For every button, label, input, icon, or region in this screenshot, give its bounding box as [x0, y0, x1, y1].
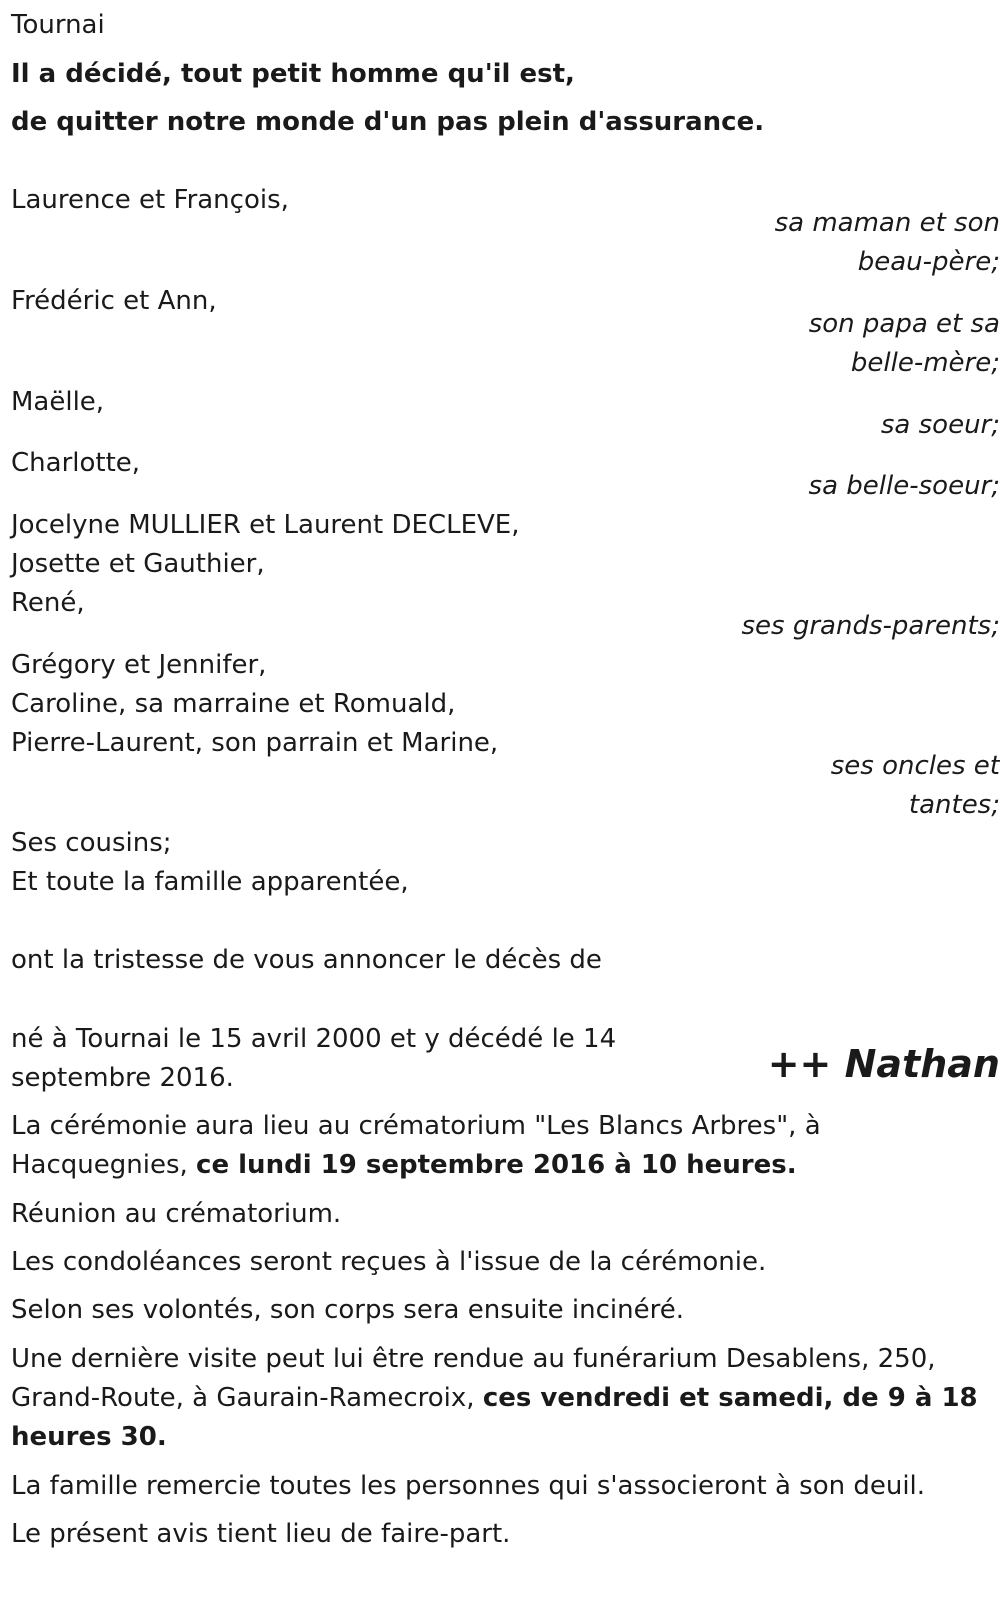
- family-name: Josette et Gauthier,: [11, 549, 265, 579]
- family-name: Pierre-Laurent, son parrain et Marine,: [11, 728, 499, 758]
- extended-family: Et toute la famille apparentée,: [11, 867, 409, 897]
- birth-line-2: septembre 2016.: [11, 1063, 234, 1093]
- visit-line-1: Une dernière visite peut lui être rendue au funérarium Desablens, 250,: [11, 1344, 936, 1374]
- thanks: La famille remercie toutes les personnes qui s'associeront à son deuil.: [11, 1471, 926, 1501]
- deceased-name: ++ Nathan: [767, 1042, 1000, 1086]
- family-relation: tantes;: [908, 790, 1000, 820]
- birth-line-1: né à Tournai le 15 avril 2000 et y décédé le 14: [11, 1024, 617, 1054]
- family-relation: sa belle-soeur;: [808, 471, 1000, 501]
- family-name: Laurence et François,: [11, 185, 289, 215]
- condolences: Les condoléances seront reçues à l'issue de la cérémonie.: [11, 1247, 767, 1277]
- incineration: Selon ses volontés, son corps sera ensuite incinéré.: [11, 1295, 684, 1325]
- family-relation: belle-mère;: [850, 348, 1000, 378]
- notice: Le présent avis tient lieu de faire-part.: [11, 1519, 511, 1549]
- family-relation: son papa et sa: [808, 309, 1000, 339]
- family-name: Jocelyne MULLIER et Laurent DECLEVE,: [11, 510, 520, 540]
- family-name: Grégory et Jennifer,: [11, 650, 267, 680]
- ceremony-line-2: Hacquegnies, ce lundi 19 septembre 2016 à 10 heures.: [11, 1150, 797, 1180]
- family-relation: sa maman et son: [774, 208, 1000, 238]
- family-relation: ses grands-parents;: [741, 611, 1000, 641]
- poem-line-1: Il a décidé, tout petit homme qu'il est,: [11, 59, 575, 89]
- city: Tournai: [11, 10, 105, 40]
- poem-line-2: de quitter notre monde d'un pas plein d'assurance.: [11, 107, 765, 137]
- visit-line-2: Grand-Route, à Gaurain-Ramecroix, ces vendredi et samedi, de 9 à 18: [11, 1383, 978, 1413]
- family-name: Maëlle,: [11, 387, 105, 417]
- family-relation: ses oncles et: [830, 751, 1000, 781]
- announcement: ont la tristesse de vous annoncer le décès de: [11, 945, 602, 975]
- family-name: René,: [11, 588, 85, 618]
- cousins: Ses cousins;: [11, 828, 172, 858]
- ceremony-line-1: La cérémonie aura lieu au crématorium "Les Blancs Arbres", à: [11, 1111, 821, 1141]
- family-name: Charlotte,: [11, 448, 141, 478]
- meeting: Réunion au crématorium.: [11, 1199, 342, 1229]
- family-relation: beau-père;: [857, 247, 1000, 277]
- family-name: Caroline, sa marraine et Romuald,: [11, 689, 456, 719]
- family-relation: sa soeur;: [880, 410, 1000, 440]
- family-name: Frédéric et Ann,: [11, 286, 217, 316]
- visit-line-3: heures 30.: [11, 1422, 167, 1452]
